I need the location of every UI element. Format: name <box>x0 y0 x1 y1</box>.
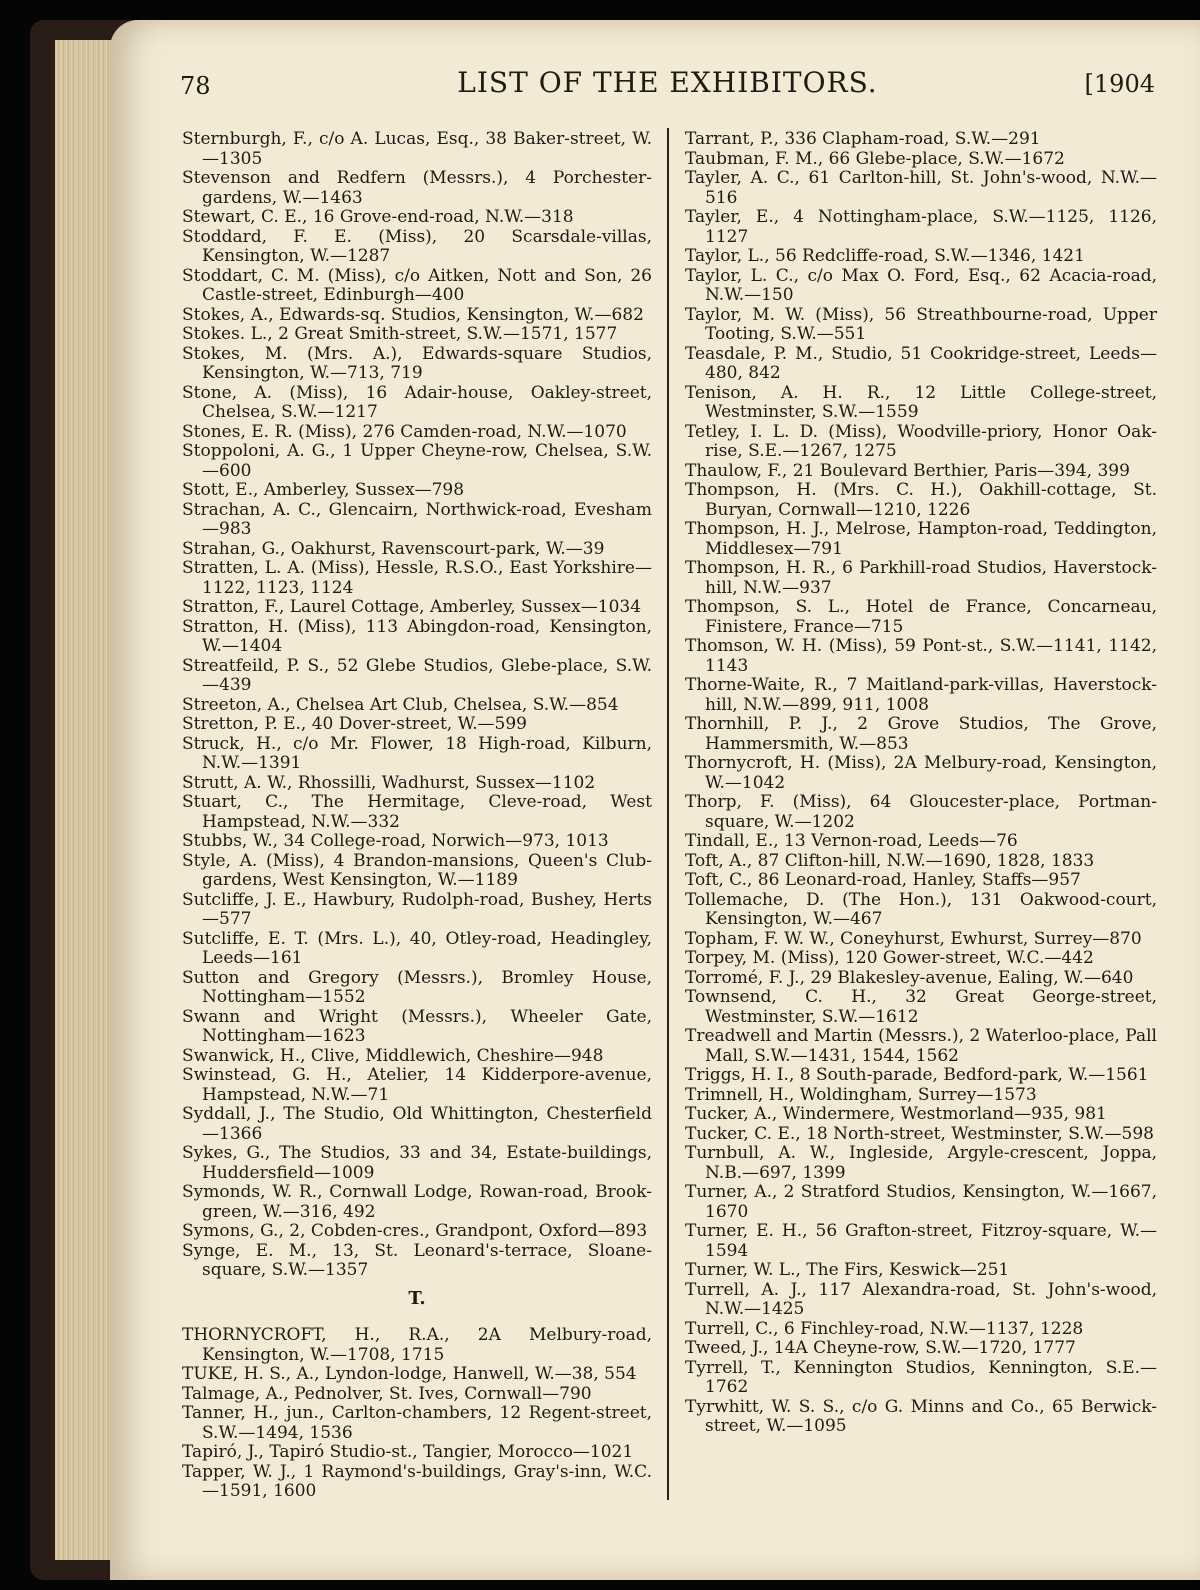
exhibitor-entry: Stones, E. R. (Miss), 276 Camden-road, N.W.—1070 <box>182 421 627 442</box>
exhibitor-entry: Townsend, C. H., 32 Great George-street, Westminster, S.W.—1612 <box>685 987 1157 1027</box>
exhibitor-entry: Tyrrell, T., Kennington Studios, Kennington, S.E.—1762 <box>685 1357 1157 1397</box>
exhibitor-entry: Thompson, H. (Mrs. C. H.), Oakhill-cottage, St. Buryan, Cornwall—1210, 1226 <box>685 480 1157 520</box>
exhibitor-entry: Taylor, L. C., c/o Max O. Ford, Esq., 62 Acacia-road, N.W.—150 <box>685 265 1157 305</box>
exhibitor-entry: Swann and Wright (Messrs.), Wheeler Gate, Nottingham—1623 <box>182 1006 652 1046</box>
exhibitor-entry: Talmage, A., Pednolver, St. Ives, Cornwall—790 <box>182 1383 592 1404</box>
exhibitor-entry: Thompson, H. R., 6 Parkhill-road Studios, Haverstock-hill, N.W.—937 <box>685 558 1157 598</box>
left-column <box>182 130 652 1502</box>
page-title: LIST OF THE EXHIBITORS. <box>457 66 878 99</box>
page-header <box>180 66 1155 106</box>
exhibitor-entry: Stoppoloni, A. G., 1 Upper Cheyne-row, Chelsea, S.W.—600 <box>182 441 652 481</box>
exhibitor-entry: Thompson, H. J., Melrose, Hampton-road, Teddington, Middlesex—791 <box>685 519 1157 559</box>
exhibitor-entry: THORNYCROFT, H., R.A., 2A Melbury-road, Kensington, W.—1708, 1715 <box>182 1325 652 1365</box>
exhibitor-entry: Triggs, H. I., 8 South-parade, Bedford-park, W.—1561 <box>685 1065 1149 1085</box>
exhibitor-entry: Torpey, M. (Miss), 120 Gower-street, W.C.—442 <box>685 948 1094 968</box>
exhibitor-entry: Streeton, A., Chelsea Art Club, Chelsea, S.W.—854 <box>182 694 619 715</box>
exhibitor-entry: Stevenson and Redfern (Messrs.), 4 Porchester-gardens, W.—1463 <box>182 168 652 208</box>
exhibitor-entry: Stoddard, F. E. (Miss), 20 Scarsdale-villas, Kensington, W.—1287 <box>182 226 652 266</box>
exhibitor-entry: Topham, F. W. W., Coneyhurst, Ewhurst, Surrey—870 <box>685 928 1142 949</box>
exhibitor-entry: Stokes, M. (Mrs. A.), Edwards-square Studios, Kensington, W.—713, 719 <box>182 343 652 383</box>
exhibitor-entry: Taylor, L., 56 Redcliffe-road, S.W.—1346, 1421 <box>685 246 1085 266</box>
exhibitor-entry: Stretton, P. E., 40 Dover-street, W.—599 <box>182 714 527 734</box>
exhibitor-entry: Sykes, G., The Studios, 33 and 34, Estate-buildings, Huddersfield—1009 <box>182 1143 652 1183</box>
section-letter: T. <box>408 1287 426 1309</box>
exhibitor-entry: Stoddart, C. M. (Miss), c/o Aitken, Nott and Son, 26 Castle-street, Edinburgh—400 <box>182 265 652 305</box>
exhibitor-entry: Tollemache, D. (The Hon.), 131 Oakwood-court, Kensington, W.—467 <box>685 889 1157 929</box>
exhibitor-entry: Thornycroft, H. (Miss), 2A Melbury-road, Kensington, W.—1042 <box>685 753 1157 793</box>
exhibitor-entry: Tayler, A. C., 61 Carlton-hill, St. John's-wood, N.W.—516 <box>685 168 1157 208</box>
exhibitor-entry: Thomson, W. H. (Miss), 59 Pont-st., S.W.—1141, 1142, 1143 <box>685 636 1157 676</box>
exhibitor-entry: Tucker, A., Windermere, Westmorland—935, 981 <box>685 1104 1107 1124</box>
exhibitor-entry: Turrell, A. J., 117 Alexandra-road, St. John's-wood, N.W.—1425 <box>685 1279 1157 1319</box>
exhibitor-entry: Sternburgh, F., c/o A. Lucas, Esq., 38 Baker-street, W.—1305 <box>182 129 652 169</box>
exhibitor-entry: Tyrwhitt, W. S. S., c/o G. Minns and Co., 65 Berwick-street, W.—1095 <box>685 1396 1157 1436</box>
exhibitor-entry: Stott, E., Amberley, Sussex—798 <box>182 480 465 500</box>
exhibitor-entry: Stuart, C., The Hermitage, Cleve-road, West Hampstead, N.W.—332 <box>182 792 652 832</box>
page-number: 78 <box>180 72 211 100</box>
exhibitor-entry: Treadwell and Martin (Messrs.), 2 Waterloo-place, Pall Mall, S.W.—1431, 1544, 1562 <box>685 1026 1157 1066</box>
exhibitor-entry: Taylor, M. W. (Miss), 56 Streathbourne-road, Upper Tooting, S.W.—551 <box>685 304 1157 344</box>
column-divider <box>667 128 669 1500</box>
exhibitor-entry: Tapper, W. J., 1 Raymond's-buildings, Gray's-inn, W.C.—1591, 1600 <box>182 1461 652 1501</box>
exhibitor-entry: Swinstead, G. H., Atelier, 14 Kidderpore-avenue, Hampstead, N.W.—71 <box>182 1065 652 1105</box>
exhibitor-entry: Struck, H., c/o Mr. Flower, 18 High-road, Kilburn, N.W.—1391 <box>182 733 652 773</box>
exhibitor-entry: Stratten, L. A. (Miss), Hessle, R.S.O., East Yorkshire—1122, 1123, 1124 <box>182 558 652 598</box>
exhibitor-entry: Tenison, A. H. R., 12 Little College-street, Westminster, S.W.—1559 <box>685 382 1157 422</box>
exhibitor-entry: Thorne-Waite, R., 7 Maitland-park-villas, Haverstock-hill, N.W.—899, 911, 1008 <box>685 675 1157 715</box>
exhibitor-entry: Synge, E. M., 13, St. Leonard's-terrace, Sloane-square, S.W.—1357 <box>182 1240 652 1280</box>
year-marker: [1904 <box>1084 70 1155 98</box>
exhibitor-entry: Syddall, J., The Studio, Old Whittington, Chesterfield—1366 <box>182 1104 652 1144</box>
exhibitor-entry: Swanwick, H., Clive, Middlewich, Cheshire—948 <box>182 1045 604 1066</box>
exhibitor-entry: Thaulow, F., 21 Boulevard Berthier, Paris—394, 399 <box>685 460 1130 481</box>
right-column <box>685 130 1157 1437</box>
exhibitor-entry: Turner, W. L., The Firs, Keswick—251 <box>685 1260 1010 1280</box>
exhibitor-entry: Torromé, F. J., 29 Blakesley-avenue, Ealing, W.—640 <box>685 967 1134 988</box>
exhibitor-entry: Thompson, S. L., Hotel de France, Concarneau, Finistere, France—715 <box>685 597 1157 637</box>
exhibitor-entry: Sutton and Gregory (Messrs.), Bromley House, Nottingham—1552 <box>182 967 652 1007</box>
exhibitor-entry: Stokes. L., 2 Great Smith-street, S.W.—1571, 1577 <box>182 324 618 344</box>
exhibitor-entry: Sutcliffe, J. E., Hawbury, Rudolph-road, Bushey, Herts—577 <box>182 889 652 929</box>
exhibitor-entry: Toft, C., 86 Leonard-road, Hanley, Staffs—957 <box>685 870 1081 890</box>
exhibitor-entry: Tapiró, J., Tapiró Studio-st., Tangier, Morocco—1021 <box>182 1442 634 1462</box>
exhibitor-entry: Tetley, I. L. D. (Miss), Woodville-priory, Honor Oak-rise, S.E.—1267, 1275 <box>685 421 1157 461</box>
exhibitor-entry: Teasdale, P. M., Studio, 51 Cookridge-street, Leeds—480, 842 <box>685 343 1157 383</box>
exhibitor-entry: Tarrant, P., 336 Clapham-road, S.W.—291 <box>685 129 1041 149</box>
exhibitor-entry: Stokes, A., Edwards-sq. Studios, Kensington, W.—682 <box>182 304 644 325</box>
exhibitor-entry: Sutcliffe, E. T. (Mrs. L.), 40, Otley-road, Headingley, Leeds—161 <box>182 928 652 968</box>
exhibitor-entry: Turrell, C., 6 Finchley-road, N.W.—1137, 1228 <box>685 1318 1084 1339</box>
exhibitor-entry: Symonds, W. R., Cornwall Lodge, Rowan-road, Brook-green, W.—316, 492 <box>182 1182 652 1222</box>
exhibitor-entry: Tanner, H., jun., Carlton-chambers, 12 Regent-street, S.W.—1494, 1536 <box>182 1403 652 1443</box>
exhibitor-entry: Thornhill, P. J., 2 Grove Studios, The Grove, Hammersmith, W.—853 <box>685 714 1157 754</box>
exhibitor-entry: Symons, G., 2, Cobden-cres., Grandpont, Oxford—893 <box>182 1221 648 1241</box>
exhibitor-entry: Toft, A., 87 Clifton-hill, N.W.—1690, 1828, 1833 <box>685 850 1095 871</box>
exhibitor-entry: Thorp, F. (Miss), 64 Gloucester-place, Portman-square, W.—1202 <box>685 792 1157 832</box>
exhibitor-entry: Strahan, G., Oakhurst, Ravenscourt-park, W.—39 <box>182 538 605 559</box>
exhibitor-entry: Stratton, F., Laurel Cottage, Amberley, Sussex—1034 <box>182 597 642 617</box>
exhibitor-entry: Strachan, A. C., Glencairn, Northwick-road, Evesham—983 <box>182 499 652 539</box>
exhibitor-entry: Stratton, H. (Miss), 113 Abingdon-road, Kensington, W.—1404 <box>182 616 652 656</box>
exhibitor-entry: Strutt, A. W., Rhossilli, Wadhurst, Sussex—1102 <box>182 772 596 793</box>
exhibitor-entry: TUKE, H. S., A., Lyndon-lodge, Hanwell, W.—38, 554 <box>182 1364 637 1384</box>
exhibitor-entry: Stubbs, W., 34 College-road, Norwich—973, 1013 <box>182 831 609 851</box>
exhibitor-entry: Streatfeild, P. S., 52 Glebe Studios, Glebe-place, S.W.—439 <box>182 655 652 695</box>
exhibitor-entry: Turner, A., 2 Stratford Studios, Kensington, W.—1667, 1670 <box>685 1182 1157 1222</box>
exhibitor-entry: Stewart, C. E., 16 Grove-end-road, N.W.—318 <box>182 207 574 227</box>
exhibitor-entry: Turner, E. H., 56 Grafton-street, Fitzroy-square, W.—1594 <box>685 1221 1157 1261</box>
exhibitor-entry: Tayler, E., 4 Nottingham-place, S.W.—1125, 1126, 1127 <box>685 207 1157 247</box>
exhibitor-entry: Stone, A. (Miss), 16 Adair-house, Oakley-street, Chelsea, S.W.—1217 <box>182 382 652 422</box>
exhibitor-entry: Style, A. (Miss), 4 Brandon-mansions, Queen's Club-gardens, West Kensington, W.—1189 <box>182 850 652 890</box>
exhibitor-entry: Tindall, E., 13 Vernon-road, Leeds—76 <box>685 831 1018 851</box>
exhibitor-entry: Taubman, F. M., 66 Glebe-place, S.W.—1672 <box>685 148 1065 169</box>
exhibitor-entry: Tweed, J., 14A Cheyne-row, S.W.—1720, 1777 <box>685 1338 1076 1358</box>
exhibitor-entry: Tucker, C. E., 18 North-street, Westminster, S.W.—598 <box>685 1123 1154 1144</box>
exhibitor-entry: Trimnell, H., Woldingham, Surrey—1573 <box>685 1084 1037 1105</box>
exhibitor-entry: Turnbull, A. W., Ingleside, Argyle-crescent, Joppa, N.B.—697, 1399 <box>685 1143 1157 1183</box>
